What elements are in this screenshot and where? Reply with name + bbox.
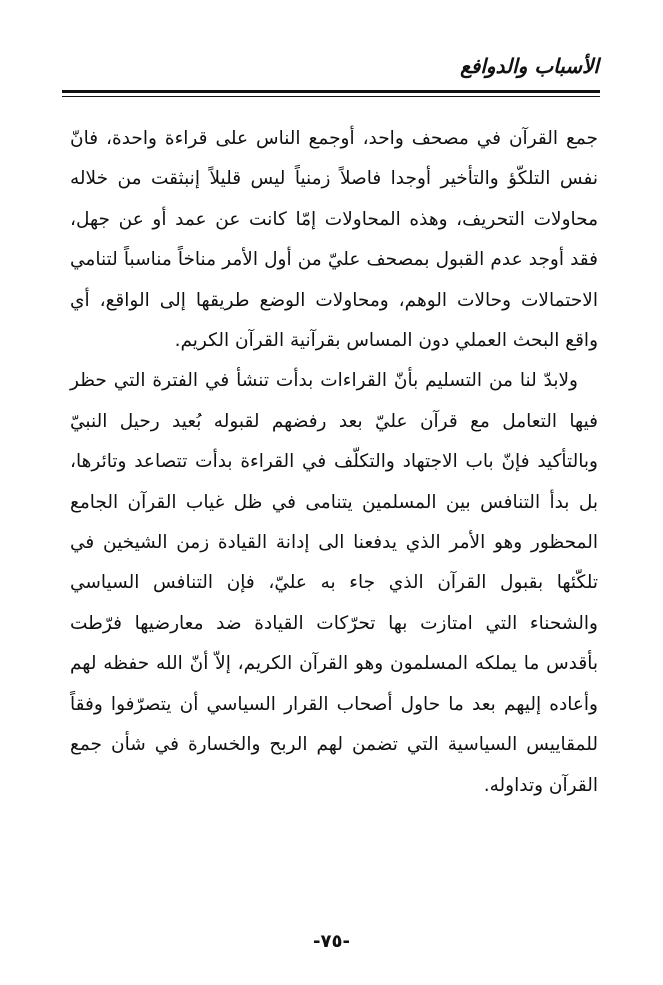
page-number: -٧٥-: [313, 931, 350, 952]
body-text: [70, 119, 598, 806]
header-rule-thin: [62, 96, 600, 97]
running-header-title: الأسباب والدوافع: [460, 54, 599, 78]
paragraph: جمع القرآن في مصحف واحد، أوجمع الناس على قراءة واحدة، فانّ نفس التلكّؤ والتأخير أوجدا فاصلاً زمنياً ليس قليلاً إنبثقت من خلاله محاولات التحريف، وهذه المحاولات إمّا كانت عن عمد أو عن جهل، فقد أوجد عدم القبول بمصحف عليّ من أول الأمر مناخاً مناسباً لتنامي الاحتمالات وحالات الوهم، ومحاولات الوضع طريقها إلى الواقع، أي واقع البحث العملي دون المساس بقرآنية القرآن الكريم.: [70, 128, 598, 352]
header-rule-thick: [62, 90, 600, 93]
paragraph: ولابدّ لنا من التسليم بأنّ القراءات بدأت تنشأ في الفترة التي حظر فيها التعامل مع قرآن عليّ بعد رفضهم لقبوله بُعيد رحيل النبيّ وبالتأكيد فإنّ باب الاجتهاد والتكلّف في القراءة بدأت تتصاعد وتائرها، بل بدأ التنافس بين المسلمين يتنامى في ظل غياب القرآن الجامع المحظور وهو الأمر الذي يدفعنا الى إدانة القيادة زمن الشيخين في تلكّئها بقبول القرآن الذي جاء به عليّ، فإن التنافس السياسي والشحناء التي امتازت بها تحرّكات القيادة ضد معارضيها فرّطت بأقدس ما يملكه المسلمون وهو القرآن الكريم، إلاّ أنّ الله حفظه لهم وأعاده إليهم بعد ما حاول أصحاب القرار السياسي أن يتصرّفوا وفقاً للمقاييس السياسية التي تضمن لهم الربح والخسارة في شأن جمع القرآن وتداوله.: [70, 370, 598, 796]
